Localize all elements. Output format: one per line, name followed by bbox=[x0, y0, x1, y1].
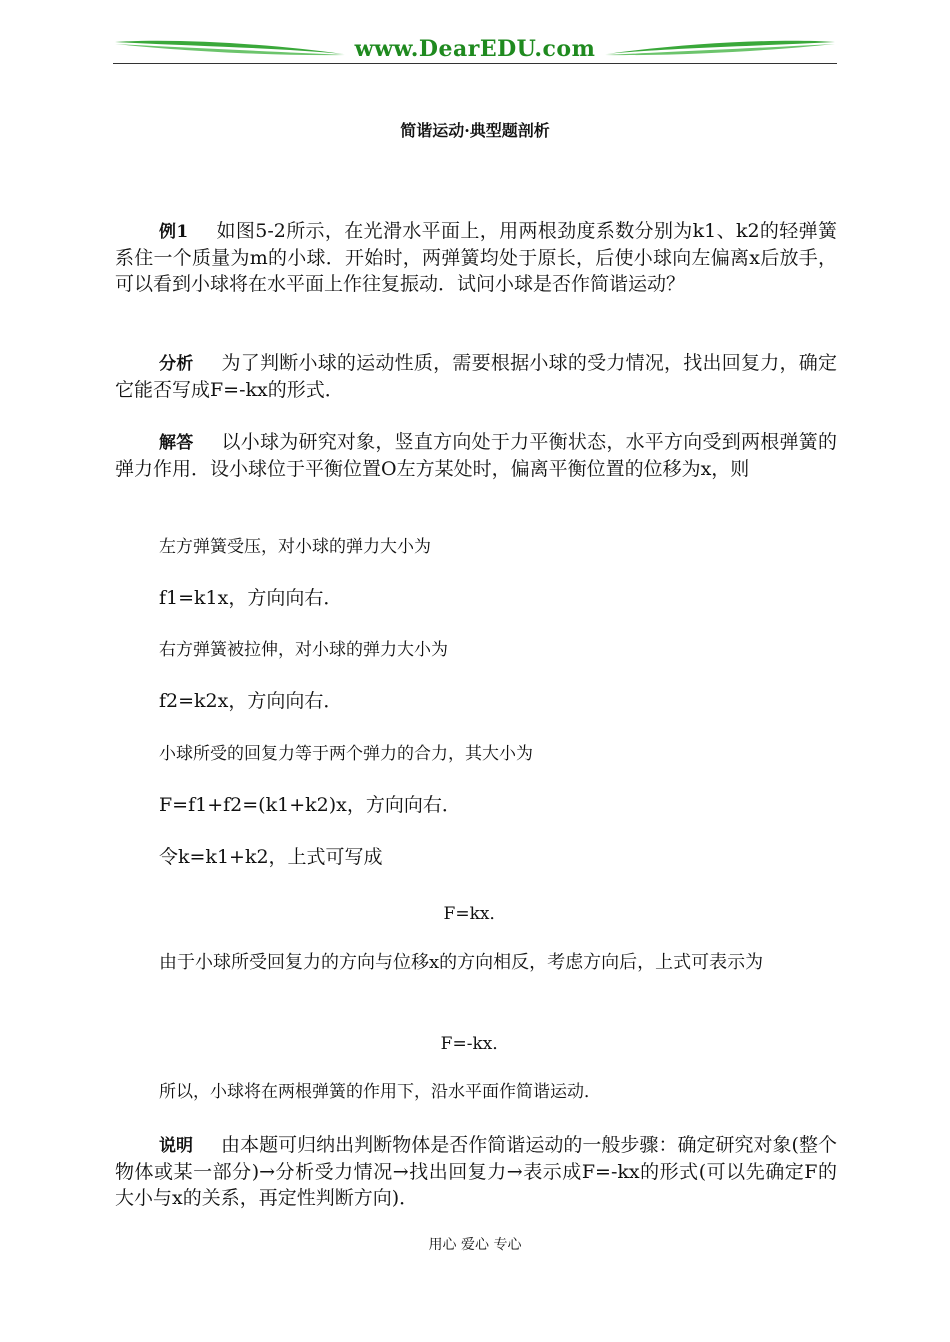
step-6: F=f1+f2=(k1+k2)x，方向向右． bbox=[159, 794, 461, 816]
step-9: 所以，小球将在两根弹簧的作用下，沿水平面作简谐运动． bbox=[159, 1082, 601, 1102]
site-header bbox=[113, 34, 837, 66]
equation-2: F=-kx． bbox=[440, 1034, 510, 1054]
page-footer: 用心 爱心 专心 bbox=[428, 1237, 522, 1253]
step-2: f1=k1x，方向向右． bbox=[159, 587, 343, 609]
step-4: f2=k2x，方向向右． bbox=[159, 690, 343, 712]
step-7: 令k=k1+k2，上式可写成 bbox=[159, 846, 383, 868]
note-label: 说明 bbox=[159, 1136, 194, 1156]
example-paragraph bbox=[115, 218, 837, 297]
step-5: 小球所受的回复力等于两个弹力的合力，其大小为 bbox=[159, 744, 533, 764]
solution-text: 以小球为研究对象，竖直方向处于力平衡状态，水平方向受到两根弹簧的弹力作用．设小球位于平衡位置O左方某处时，偏离平衡位置的位移为x，则 bbox=[115, 431, 837, 480]
analysis-label: 分析 bbox=[159, 354, 194, 374]
step-3: 右方弹簧被拉伸，对小球的弹力大小为 bbox=[159, 640, 448, 660]
note-text: 由本题可归纳出判断物体是否作简谐运动的一般步骤：确定研究对象(整个物体或某一部分)→分析受力情况→找出回复力→表示成F=-kx的形式(可以先确定F的大小与x的关系，再定性判断方向)． bbox=[115, 1134, 838, 1209]
step-8: 由于小球所受回复力的方向与位移x的方向相反，考虑方向后，上式可表示为 bbox=[159, 952, 764, 973]
site-name[interactable]: www.DearEDU.com bbox=[354, 36, 596, 62]
step-1: 左方弹簧受压，对小球的弹力大小为 bbox=[159, 537, 431, 557]
page-title: 简谐运动·典型题剖析 bbox=[400, 121, 550, 140]
analysis-paragraph bbox=[115, 350, 837, 403]
solution-label: 解答 bbox=[159, 433, 194, 453]
note-paragraph bbox=[115, 1132, 837, 1211]
analysis-text: 为了判断小球的运动性质，需要根据小球的受力情况，找出回复力，确定它能否写成F=-kx的形式． bbox=[115, 352, 837, 401]
example-label: 例1 bbox=[159, 222, 189, 242]
header-divider bbox=[113, 63, 837, 64]
equation-1: F=kx． bbox=[443, 904, 507, 924]
solution-paragraph bbox=[115, 429, 837, 482]
example-text: 如图5-2所示，在光滑水平面上，用两根劲度系数分别为k1、k2的轻弹簧系住一个质量为m的小球．开始时，两弹簧均处于原长，后使小球向左偏离x后放手，可以看到小球将在水平面上作往复振动．试问小球是否作简谐运动？ bbox=[115, 220, 837, 295]
